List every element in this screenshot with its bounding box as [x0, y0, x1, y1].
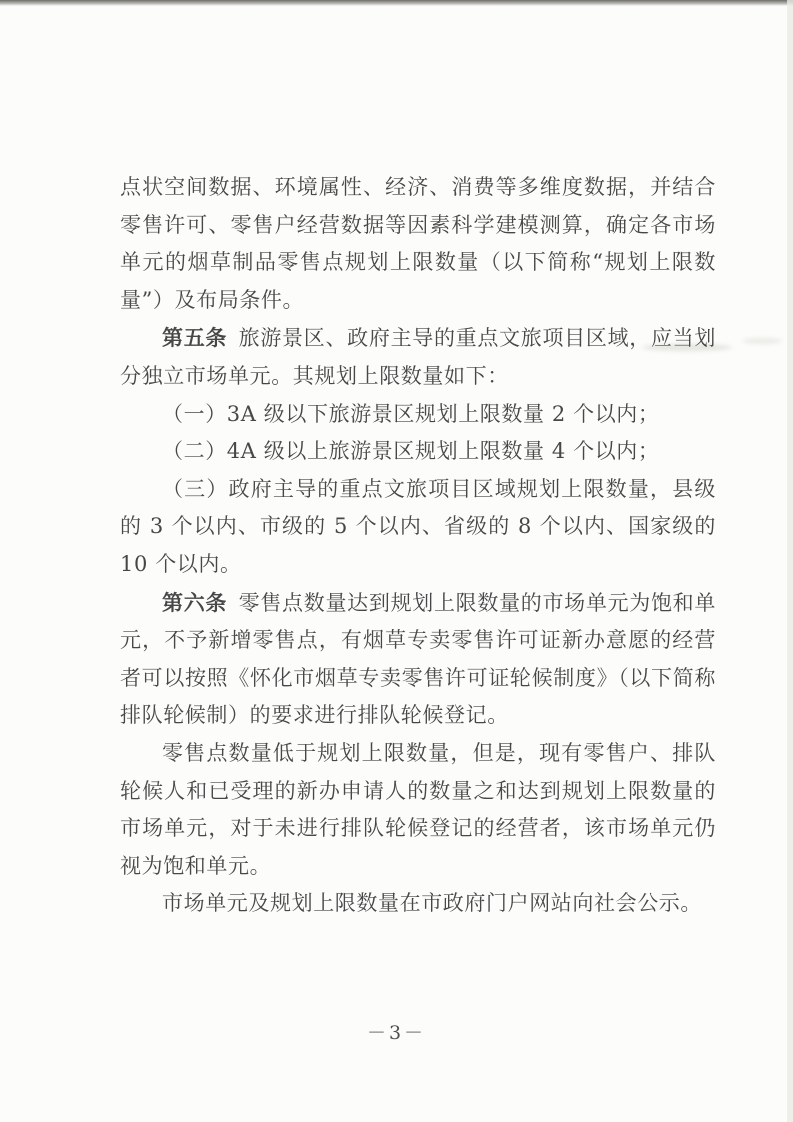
scan-artifact-top-edge — [0, 0, 793, 6]
page-number: －3－ — [366, 1022, 427, 1044]
paragraph-text: （三）政府主导的重点文旅项目区域规划上限数量，县级的 3 个以内、市级的 5 个以内、省级的 8 个以内、国家级的 10 个以内。 — [120, 476, 716, 576]
paragraph-text: 旅游景区、政府主导的重点文旅项目区域，应当划分独立市场单元。其规划上限数量如下： — [120, 326, 716, 388]
article-lead: 第五条 — [162, 325, 228, 351]
paragraph-article-6 — [120, 584, 716, 735]
paragraph-article-5 — [120, 319, 716, 395]
paragraph — [120, 735, 716, 885]
paragraph — [120, 169, 716, 319]
scan-artifact-right-edge — [787, 0, 793, 1122]
paragraph-item-3 — [120, 471, 716, 584]
scan-artifact-smudge — [742, 338, 782, 344]
document-body — [120, 169, 716, 923]
article-lead: 第六条 — [162, 589, 228, 615]
paragraph-item-2 — [120, 433, 716, 471]
paragraph — [120, 885, 716, 923]
paragraph-text: （二）4A 级以上旅游景区规划上限数量 4 个以内； — [162, 439, 660, 464]
paragraph-text: 市场单元及规划上限数量在市政府门户网站向社会公示。 — [162, 891, 702, 916]
paragraph-text: 零售点数量达到规划上限数量的市场单元为饱和单元，不予新增零售点，有烟草专卖零售许可证新办意愿的经营者可以按照《怀化市烟草专卖零售许可证轮候制度》（以下简称排队轮候制）的要求进行排队轮候登记。 — [120, 590, 716, 728]
paragraph-text: 零售点数量低于规划上限数量，但是，现有零售户、排队轮候人和已受理的新办申请人的数量之和达到规划上限数量的市场单元，对于未进行排队轮候登记的经营者，该市场单元仍视为饱和单元。 — [120, 740, 716, 878]
paragraph-text: （一）3A 级以下旅游景区规划上限数量 2 个以内； — [162, 401, 660, 426]
paragraph-text: 点状空间数据、环境属性、经济、消费等多维度数据，并结合零售许可、零售户经营数据等因素科学建模测算，确定各市场单元的烟草制品零售点规划上限数量（以下简称“规划上限数量”）及布局条件。 — [120, 175, 716, 312]
paragraph-item-1 — [120, 396, 716, 434]
